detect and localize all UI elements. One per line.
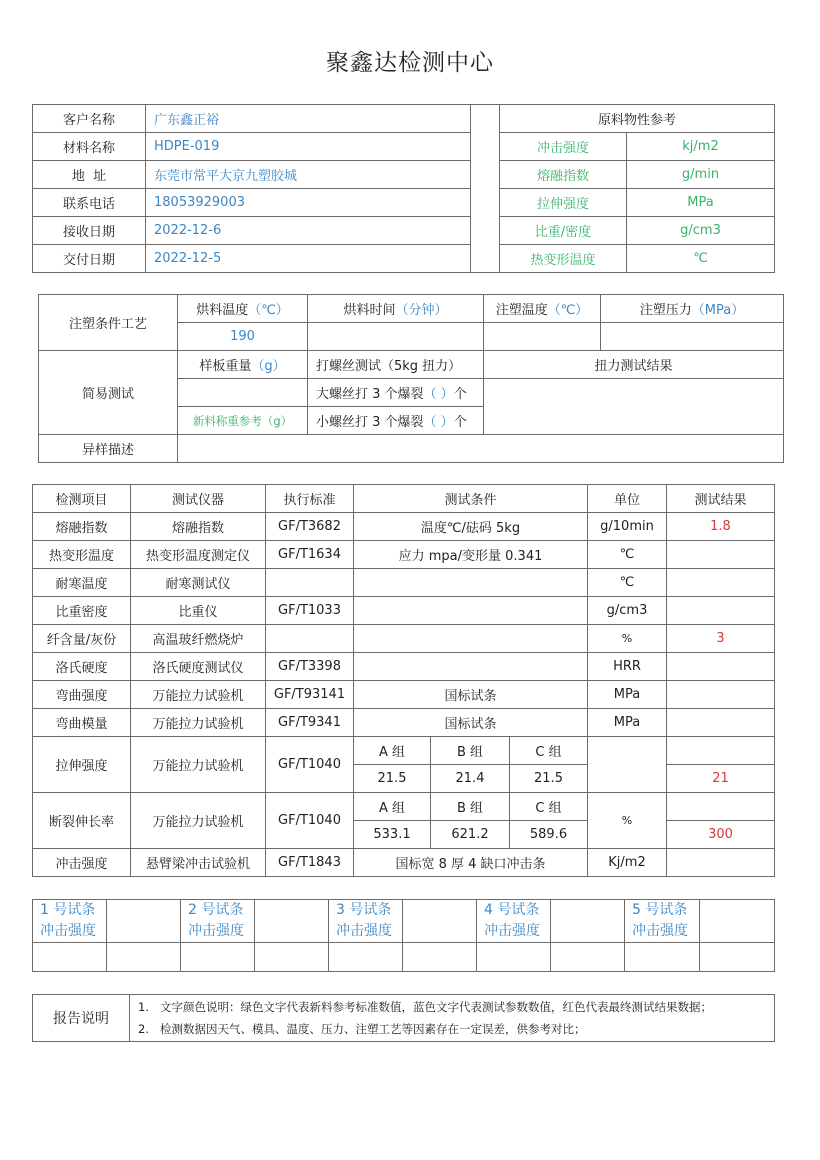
report-notes-label: 报告说明 [33, 995, 130, 1042]
screw-test-label: 打螺丝测试（5kg 扭力） [308, 351, 484, 379]
test-result [667, 569, 775, 597]
group-label: C 组 [510, 793, 588, 821]
test-condition [354, 597, 588, 625]
table-row [33, 597, 775, 625]
page-title: 聚鑫达检测中心 [326, 50, 494, 76]
sample-4-value2-b [551, 943, 625, 972]
group-value: 21.5 [354, 765, 431, 793]
test-condition: 国标试条 [354, 681, 588, 709]
sample-label-line1: 5 号试条 [632, 902, 688, 918]
inject-temp-unit: （℃） [547, 303, 589, 318]
ref-property-unit: g/min [627, 161, 775, 189]
small-screw-test [308, 407, 484, 435]
inject-pressure-label: 注塑压力 [639, 303, 692, 318]
sample-5-value2-a [625, 943, 700, 972]
anomaly-label: 异样描述 [39, 435, 178, 463]
test-unit: MPa [588, 709, 667, 737]
ref-property-unit: kj/m2 [627, 133, 775, 161]
drying-time-label: 烘料时间 [343, 303, 396, 318]
test-instrument: 万能拉力试验机 [131, 737, 266, 793]
torque-result-label: 扭力测试结果 [484, 351, 784, 379]
test-result [667, 653, 775, 681]
drying-temp-unit: （℃） [248, 303, 289, 318]
test-standard: GF/T3682 [266, 513, 354, 541]
sample-weight-header [178, 351, 308, 379]
sample-label-line2: 冲击强度 [632, 923, 688, 939]
test-condition: 温度℃/砝码 5kg [354, 513, 588, 541]
sample-label-line2: 冲击强度 [484, 923, 540, 939]
table-row [33, 541, 775, 569]
test-unit: ℃ [588, 541, 667, 569]
inject-pressure-value [601, 323, 784, 351]
test-instrument: 万能拉力试验机 [131, 681, 266, 709]
table-row-elongation [33, 793, 775, 821]
test-result [667, 681, 775, 709]
test-unit: % [588, 793, 667, 849]
ref-property-name: 比重/密度 [500, 217, 627, 245]
column-header: 执行标准 [266, 485, 354, 513]
sample-weight-unit: （g） [251, 359, 286, 374]
sample-3-value [403, 900, 477, 943]
test-condition: 应力 mpa/变形量 0.341 [354, 541, 588, 569]
sample-label-line2: 冲击强度 [40, 923, 96, 939]
sample-label-line2: 冲击强度 [188, 923, 244, 939]
test-instrument: 比重仪 [131, 597, 266, 625]
note-number: 1. [138, 1000, 149, 1014]
sample-3-value2-a [329, 943, 403, 972]
note-item [138, 1018, 774, 1040]
test-standard: GF/T1843 [266, 849, 354, 877]
ref-property-unit: ℃ [627, 245, 775, 273]
test-item: 热变形温度 [33, 541, 131, 569]
big-screw-suffix: 个 [453, 387, 467, 402]
table-row [33, 849, 775, 877]
drying-time-unit: （分钟） [395, 303, 448, 318]
group-label: B 组 [431, 737, 510, 765]
test-result: 3 [667, 625, 775, 653]
sample-4-value [551, 900, 625, 943]
column-header: 单位 [588, 485, 667, 513]
test-item: 耐寒温度 [33, 569, 131, 597]
group-value: 533.1 [354, 821, 431, 849]
big-screw-test [308, 379, 484, 407]
test-standard: GF/T1040 [266, 793, 354, 849]
test-result: 21 [667, 765, 775, 793]
test-result [667, 597, 775, 625]
ref-property-unit: g/cm3 [627, 217, 775, 245]
test-instrument: 万能拉力试验机 [131, 793, 266, 849]
small-screw-count: （ ） [423, 415, 454, 430]
material-name-label: 材料名称 [33, 133, 146, 161]
column-header: 测试仪器 [131, 485, 266, 513]
test-item: 比重密度 [33, 597, 131, 625]
big-screw-count: （ ） [423, 387, 454, 402]
address-label: 地 址 [33, 161, 146, 189]
test-unit: Kj/m2 [588, 849, 667, 877]
sample-label-line1: 4 号试条 [484, 902, 540, 918]
test-item: 断裂伸长率 [33, 793, 131, 849]
simple-test-label: 简易测试 [39, 351, 178, 435]
phone-value: 18053929003 [146, 189, 471, 217]
ref-property-name: 熔融指数 [500, 161, 627, 189]
test-unit: g/10min [588, 513, 667, 541]
drying-temp-label: 烘料温度 [196, 303, 249, 318]
sample-2-value [255, 900, 329, 943]
test-instrument: 悬臂梁冲击试验机 [131, 849, 266, 877]
inject-temp-header [484, 295, 601, 323]
sample-2-label [181, 900, 255, 943]
test-unit: HRR [588, 653, 667, 681]
group-value: 21.4 [431, 765, 510, 793]
group-value: 589.6 [510, 821, 588, 849]
delivery-date-label: 交付日期 [33, 245, 146, 273]
test-unit: g/cm3 [588, 597, 667, 625]
group-label: A 组 [354, 793, 431, 821]
anomaly-value [178, 435, 784, 463]
sample-5-value [700, 900, 775, 943]
process-section-label: 注塑条件工艺 [39, 295, 178, 351]
sample-2-value2-b [255, 943, 329, 972]
table-row [33, 653, 775, 681]
report-notes-content [130, 995, 775, 1042]
test-condition [354, 569, 588, 597]
sample-3-value2-b [403, 943, 477, 972]
test-condition: 国标试条 [354, 709, 588, 737]
test-result-top [667, 737, 775, 765]
sample-3-label [329, 900, 403, 943]
client-info-table [32, 104, 775, 273]
sample-5-value2-b [700, 943, 775, 972]
test-result: 300 [667, 821, 775, 849]
test-item: 弯曲强度 [33, 681, 131, 709]
test-instrument: 热变形温度测定仪 [131, 541, 266, 569]
sample-4-label [477, 900, 551, 943]
column-header: 检测项目 [33, 485, 131, 513]
test-item: 拉伸强度 [33, 737, 131, 793]
ref-property-name: 拉伸强度 [500, 189, 627, 217]
material-name-value: HDPE-019 [146, 133, 471, 161]
test-item: 洛氏硬度 [33, 653, 131, 681]
sample-1-value2-b [107, 943, 181, 972]
test-standard: GF/T1634 [266, 541, 354, 569]
raw-reference-header: 原料物性参考 [500, 105, 775, 133]
client-name-label: 客户名称 [33, 105, 146, 133]
process-table [38, 294, 784, 463]
sample-1-value2-a [33, 943, 107, 972]
test-result [667, 709, 775, 737]
drying-time-header [308, 295, 484, 323]
ref-property-unit: MPa [627, 189, 775, 217]
note-number: 2. [138, 1022, 149, 1036]
test-standard: GF/T93141 [266, 681, 354, 709]
test-unit: % [588, 625, 667, 653]
test-instrument: 高温玻纤燃烧炉 [131, 625, 266, 653]
note-text: 文字颜色说明：绿色文字代表新料参考标准数值，蓝色文字代表测试参数数值，红色代表最终测试结果数据； [160, 1000, 712, 1014]
small-screw-prefix: 小螺丝打 3 个爆裂 [316, 415, 424, 430]
sample-label-line1: 2 号试条 [188, 902, 244, 918]
sample-2-value2-a [181, 943, 255, 972]
test-standard: GF/T9341 [266, 709, 354, 737]
test-item: 冲击强度 [33, 849, 131, 877]
inject-temp-value [484, 323, 601, 351]
note-item [138, 996, 774, 1018]
sample-1-label [33, 900, 107, 943]
table-row [33, 625, 775, 653]
group-label: A 组 [354, 737, 431, 765]
test-result [667, 541, 775, 569]
test-instrument: 洛氏硬度测试仪 [131, 653, 266, 681]
test-standard [266, 625, 354, 653]
group-label: C 组 [510, 737, 588, 765]
column-header: 测试条件 [354, 485, 588, 513]
ref-property-name: 冲击强度 [500, 133, 627, 161]
test-item: 纤含量/灰份 [33, 625, 131, 653]
received-date-value: 2022-12-6 [146, 217, 471, 245]
table-row [33, 681, 775, 709]
sample-5-label [625, 900, 700, 943]
test-instrument: 耐寒测试仪 [131, 569, 266, 597]
drying-temp-value: 190 [178, 323, 308, 351]
phone-label: 联系电话 [33, 189, 146, 217]
small-screw-suffix: 个 [453, 415, 467, 430]
delivery-date-value: 2022-12-5 [146, 245, 471, 273]
test-item: 弯曲模量 [33, 709, 131, 737]
test-result: 1.8 [667, 513, 775, 541]
group-value: 621.2 [431, 821, 510, 849]
table-header-row [33, 485, 775, 513]
test-instrument: 万能拉力试验机 [131, 709, 266, 737]
received-date-label: 接收日期 [33, 217, 146, 245]
gap-column [471, 105, 500, 273]
group-value: 21.5 [510, 765, 588, 793]
test-instrument: 熔融指数 [131, 513, 266, 541]
column-header: 测试结果 [667, 485, 775, 513]
ref-property-name: 热变形温度 [500, 245, 627, 273]
group-label: B 组 [431, 793, 510, 821]
big-screw-prefix: 大螺丝打 3 个爆裂 [316, 387, 424, 402]
note-text: 检测数据因天气、模具、温度、压力、注塑工艺等因素存在一定误差，供参考对比； [160, 1022, 586, 1036]
test-results-table [32, 484, 775, 877]
drying-temp-header [178, 295, 308, 323]
test-standard [266, 569, 354, 597]
address-value: 东莞市常平大京九塑胶城 [146, 161, 471, 189]
table-row [33, 513, 775, 541]
drying-time-value [308, 323, 484, 351]
client-name-value: 广东鑫正裕 [146, 105, 471, 133]
inject-pressure-header [601, 295, 784, 323]
test-standard: GF/T3398 [266, 653, 354, 681]
test-result [667, 849, 775, 877]
test-standard: GF/T1033 [266, 597, 354, 625]
table-row [33, 709, 775, 737]
sample-label-line1: 1 号试条 [40, 902, 96, 918]
test-condition [354, 625, 588, 653]
new-material-weight-label: 新料称重参考（g） [178, 407, 308, 435]
table-row [33, 569, 775, 597]
table-row-tensile [33, 737, 775, 765]
test-result-top [667, 793, 775, 821]
report-notes-table [32, 994, 775, 1042]
inject-temp-label: 注塑温度 [495, 303, 548, 318]
sample-weight-value [178, 379, 308, 407]
sample-1-value [107, 900, 181, 943]
sample-4-value2-a [477, 943, 551, 972]
test-unit [588, 737, 667, 793]
torque-result-value [484, 379, 784, 435]
sample-label-line1: 3 号试条 [336, 902, 392, 918]
sample-label-line2: 冲击强度 [336, 923, 392, 939]
inject-pressure-unit: （MPa） [691, 303, 745, 318]
test-standard: GF/T1040 [266, 737, 354, 793]
test-condition: 国标宽 8 厚 4 缺口冲击条 [354, 849, 588, 877]
impact-samples-table [32, 899, 775, 972]
test-item: 熔融指数 [33, 513, 131, 541]
test-unit: MPa [588, 681, 667, 709]
test-unit: ℃ [588, 569, 667, 597]
test-condition [354, 653, 588, 681]
sample-weight-label: 样板重量 [199, 359, 252, 374]
